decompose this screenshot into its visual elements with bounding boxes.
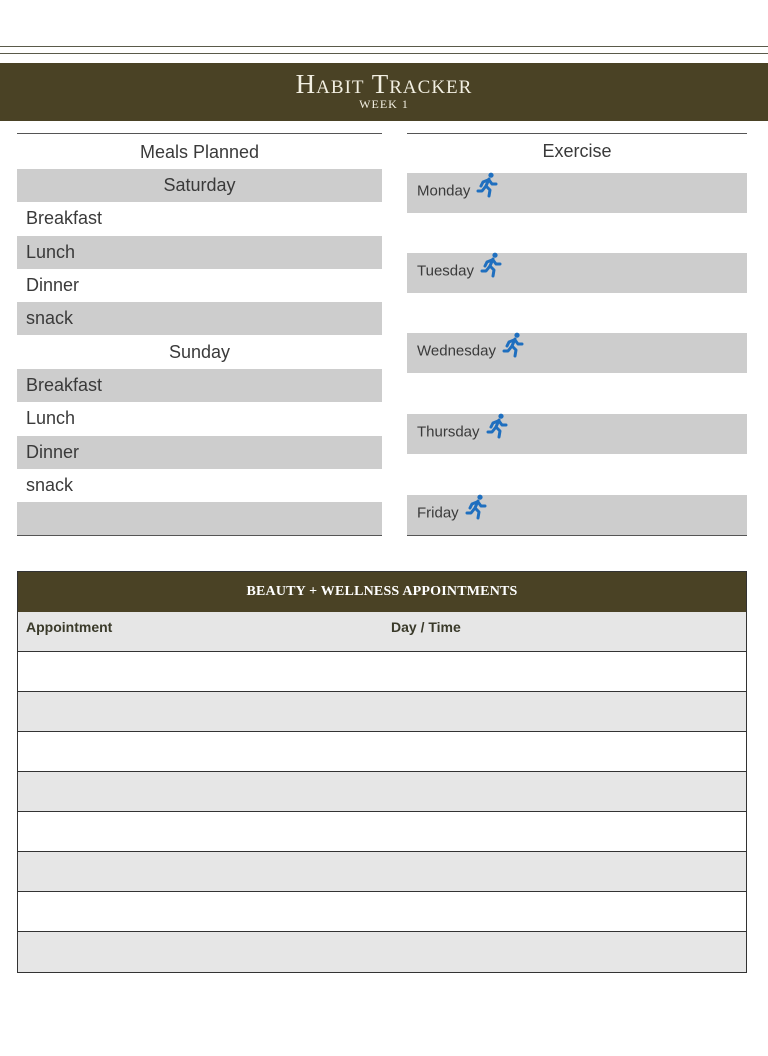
- exercise-day-label: Tuesday: [417, 262, 474, 280]
- header-banner: [0, 63, 768, 121]
- exercise-day-friday[interactable]: [407, 495, 747, 535]
- table-row[interactable]: [18, 772, 746, 812]
- meal-row-sat-lunch[interactable]: Lunch: [17, 236, 382, 269]
- table-row[interactable]: [18, 692, 746, 732]
- page-subtitle: WEEK 1: [359, 97, 409, 111]
- page-title: Habit Tracker: [295, 69, 473, 99]
- meal-row-sun-breakfast[interactable]: Breakfast: [17, 369, 382, 402]
- appointments-table: [17, 571, 747, 973]
- runner-icon: [465, 494, 489, 531]
- meal-day-sunday: Sunday: [168, 342, 231, 362]
- runner-icon: [480, 252, 504, 289]
- column-day-time: Day / Time: [391, 619, 461, 635]
- runner-icon: [476, 172, 500, 209]
- exercise-day-wednesday[interactable]: [407, 333, 747, 373]
- meal-row-blank[interactable]: [17, 502, 382, 535]
- exercise-day-thursday[interactable]: [407, 414, 747, 454]
- appointments-header-row: [18, 612, 746, 652]
- table-row[interactable]: [18, 892, 746, 932]
- runner-icon: [502, 332, 526, 369]
- exercise-day-label: Friday: [417, 504, 459, 522]
- meal-row-sun-dinner[interactable]: Dinner: [17, 436, 382, 469]
- meal-row-sun-snack[interactable]: snack: [26, 475, 74, 495]
- meal-row-sat-dinner[interactable]: Dinner: [26, 275, 80, 295]
- exercise-day-label: Thursday: [417, 423, 480, 441]
- meals-title: Meals Planned: [139, 142, 260, 162]
- column-appointment: Appointment: [26, 619, 113, 635]
- exercise-day-label: Monday: [417, 182, 471, 200]
- table-row[interactable]: [18, 932, 746, 972]
- exercise-day-monday[interactable]: [407, 173, 747, 213]
- meal-row-sat-breakfast[interactable]: Breakfast: [26, 208, 103, 228]
- table-row[interactable]: [18, 852, 746, 892]
- exercise-day-tuesday[interactable]: [407, 253, 747, 293]
- appointments-title: BEAUTY + WELLNESS APPOINTMENTS: [18, 572, 746, 612]
- top-rule-1: [0, 46, 768, 47]
- meal-row-sun-lunch[interactable]: Lunch: [26, 408, 76, 428]
- exercise-day-label: Wednesday: [417, 342, 496, 360]
- table-row[interactable]: [18, 732, 746, 772]
- runner-icon: [486, 413, 510, 450]
- exercise-title: Exercise: [542, 141, 612, 161]
- meal-day-saturday: Saturday: [17, 169, 382, 202]
- table-row[interactable]: [18, 812, 746, 852]
- table-row[interactable]: [18, 652, 746, 692]
- top-rule-2: [0, 53, 768, 54]
- meal-row-sat-snack[interactable]: snack: [17, 302, 382, 335]
